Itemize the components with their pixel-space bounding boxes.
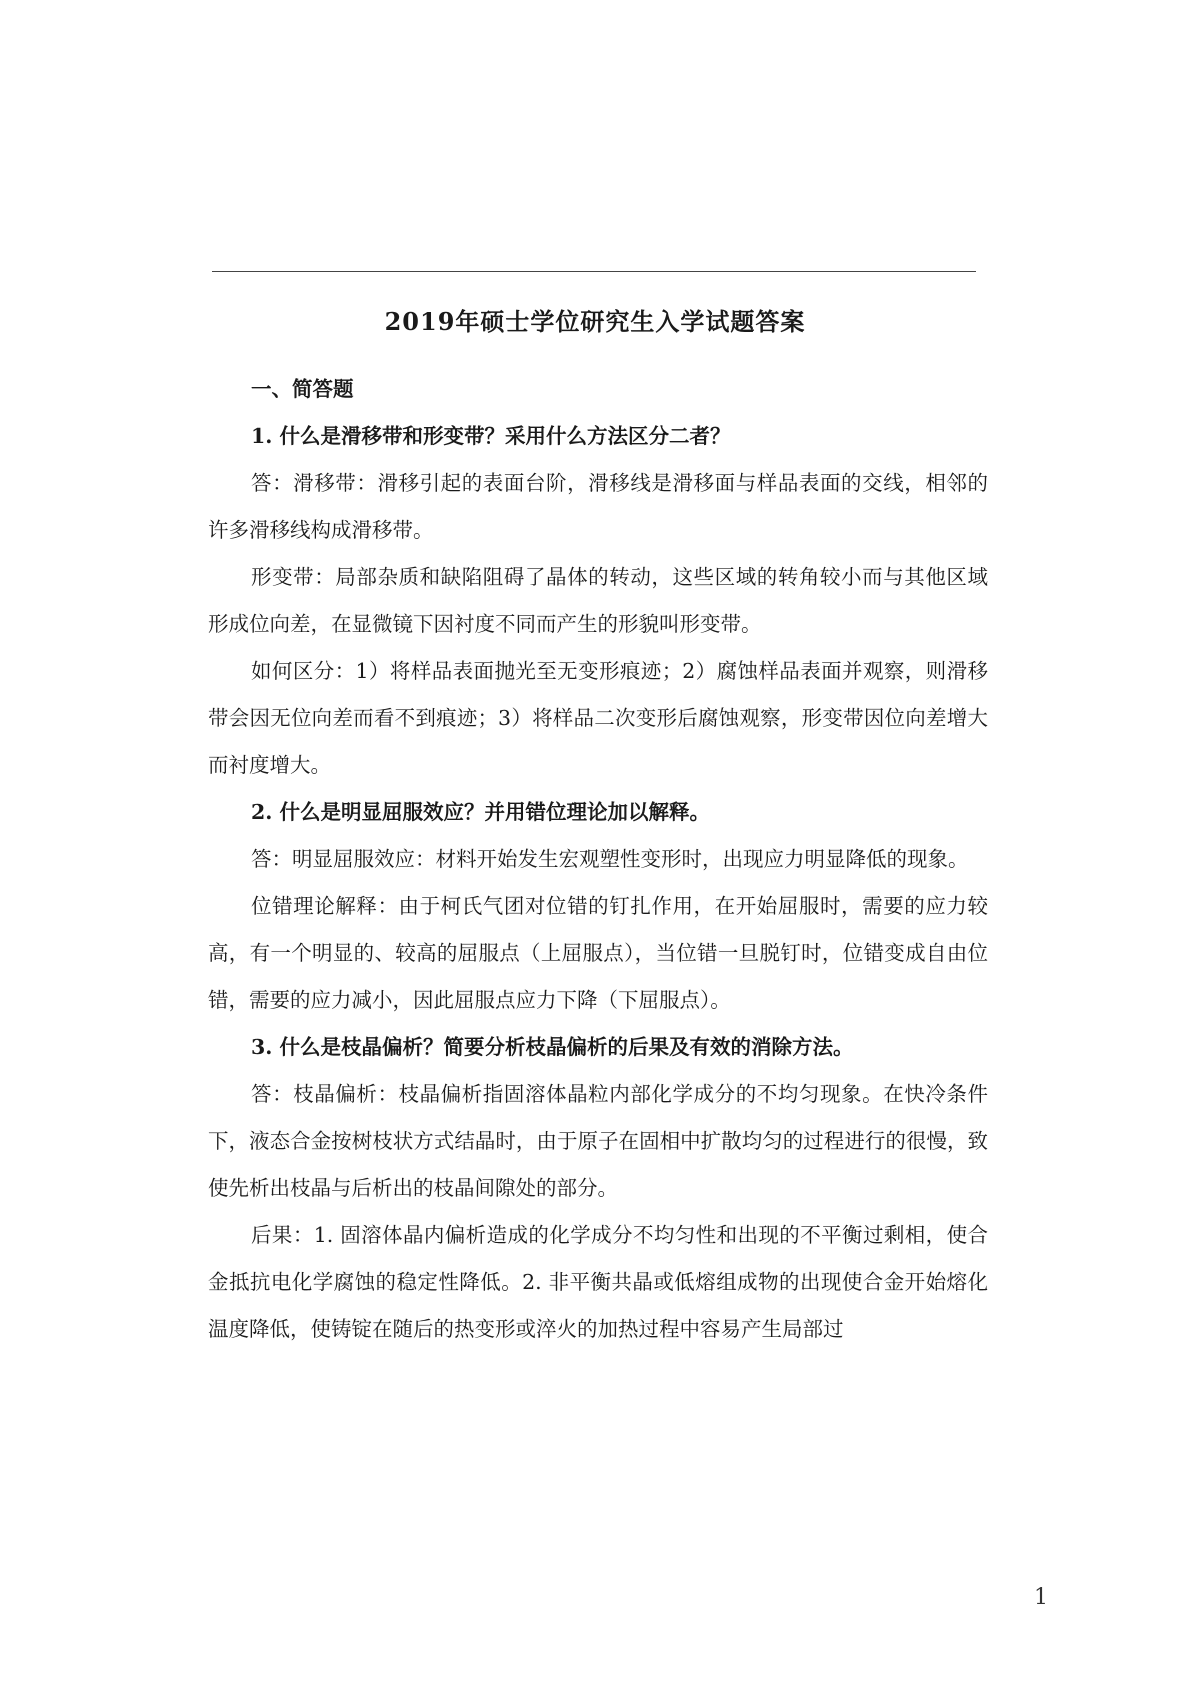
answer-paragraph: 形变带：局部杂质和缺陷阻碍了晶体的转动，这些区域的转角较小而与其他区域形成位向差，在显微镜下因衬度不同而产生的形貌叫形变带。 — [208, 565, 988, 636]
answer-paragraph: 答：滑移带：滑移引起的表面台阶，滑移线是滑移面与样品表面的交线，相邻的许多滑移线构成滑移带。 — [208, 471, 988, 542]
header-rule — [212, 271, 976, 272]
question-1: 1. 什么是滑移带和形变带？采用什么方法区分二者？ — [251, 424, 731, 448]
page-number: 1 — [1034, 1585, 1048, 1610]
section-heading: 一、简答题 — [251, 377, 354, 401]
answer-paragraph: 位错理论解释：由于柯氏气团对位错的钉扎作用，在开始屈服时，需要的应力较高，有一个明显的、较高的屈服点（上屈服点），当位错一旦脱钉时，位错变成自由位错，需要的应力减小，因此屈服点应力下降（下屈服点）。 — [208, 894, 988, 1012]
answer-paragraph: 后果：1. 固溶体晶内偏析造成的化学成分不均匀性和出现的不平衡过剩相，使合金抵抗电化学腐蚀的稳定性降低。2. 非平衡共晶或低熔组成物的出现使合金开始熔化温度降低，使铸锭在随后的热变形或淬火的加热过程中容易产生局部过 — [208, 1223, 988, 1341]
question-2: 2. 什么是明显屈服效应？并用错位理论加以解释。 — [251, 800, 711, 824]
document-body — [208, 366, 988, 1353]
answer-paragraph: 答：枝晶偏析：枝晶偏析指固溶体晶粒内部化学成分的不均匀现象。在快冷条件下，液态合金按树枝状方式结晶时，由于原子在固相中扩散均匀的过程进行的很慢，致使先析出枝晶与后析出的枝晶间隙处的部分。 — [208, 1082, 988, 1200]
answer-paragraph: 如何区分：1）将样品表面抛光至无变形痕迹；2）腐蚀样品表面并观察，则滑移带会因无位向差而看不到痕迹；3）将样品二次变形后腐蚀观察，形变带因位向差增大而衬度增大。 — [208, 659, 988, 777]
answer-paragraph: 答：明显屈服效应：材料开始发生宏观塑性变形时，出现应力明显降低的现象。 — [251, 847, 969, 871]
question-3: 3. 什么是枝晶偏析？简要分析枝晶偏析的后果及有效的消除方法。 — [251, 1035, 854, 1059]
document-title: 2019年硕士学位研究生入学试题答案 — [384, 307, 806, 336]
